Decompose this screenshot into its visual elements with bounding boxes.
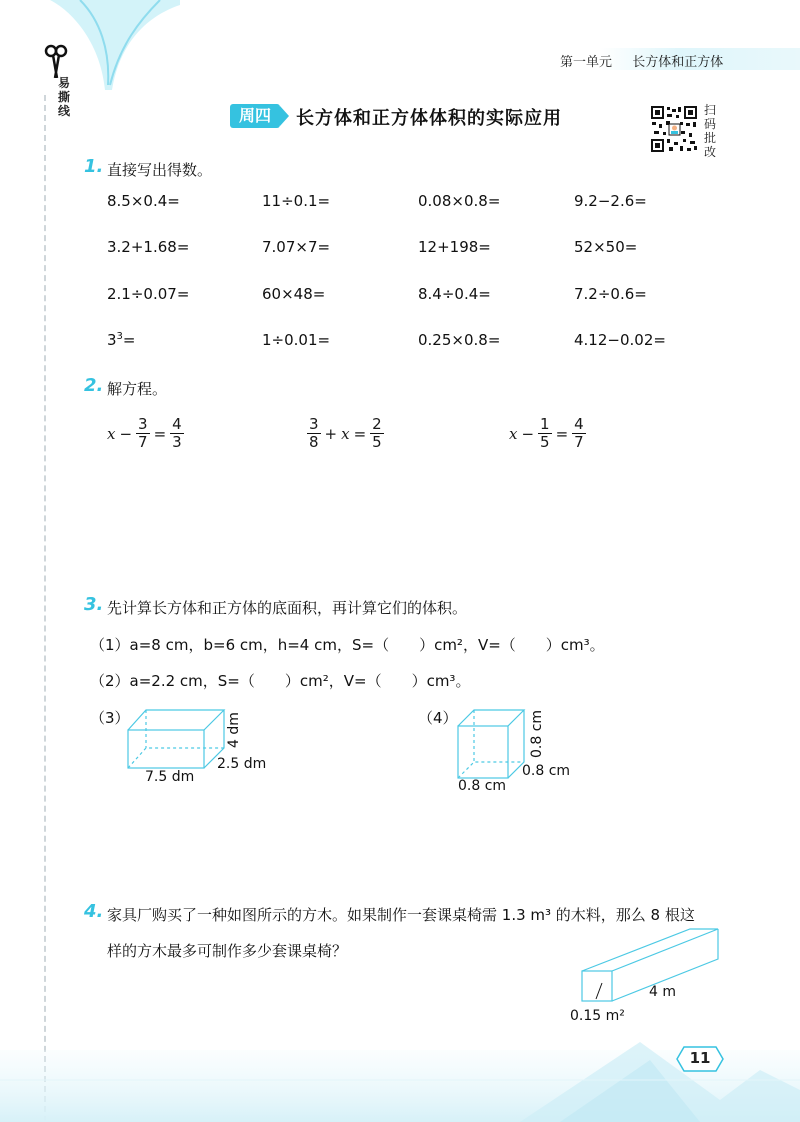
cube-height-label: 0.8 cm (529, 709, 545, 758)
question-2-prompt: 解方程。 (107, 380, 168, 398)
equation-3 (509, 416, 586, 451)
question-1-prompt: 直接写出得数。 (107, 161, 213, 179)
calc-item: 60×48= (262, 285, 326, 303)
numerator: 4 (574, 415, 584, 433)
tear-line-char: 易 (58, 76, 71, 90)
denominator: 3 (172, 433, 182, 451)
equation-operator: + (324, 424, 338, 443)
calc-item: 8.5×0.4= (107, 192, 180, 210)
denominator: 7 (574, 433, 584, 451)
calc-item: 0.25×0.8= (418, 331, 501, 349)
equation-variable: x (509, 424, 518, 443)
equation-equals: = (555, 424, 569, 443)
question-3-part-3-label: （3） (90, 709, 130, 727)
lesson-title: 长方体和正方体体积的实际应用 (296, 108, 562, 129)
calc-item: 3.2+1.68= (107, 238, 190, 256)
question-2-number: 2. (84, 375, 104, 396)
calc-item: 52×50= (574, 238, 638, 256)
cuboid-height-label: 4 dm (226, 712, 242, 748)
equation-variable: x (107, 424, 116, 443)
question-1-number: 1. (84, 156, 104, 177)
question-3-part-1: （1）a=8 cm，b=6 cm，h=4 cm，S=（ ）cm²，V=（ ）cm³。 (90, 636, 605, 654)
question-4-number: 4. (84, 901, 104, 922)
denominator: 7 (138, 433, 148, 451)
cube-diagram (456, 708, 526, 780)
question-3-prompt: 先计算长方体和正方体的底面积，再计算它们的体积。 (107, 599, 468, 617)
scan-label-char: 改 (704, 145, 717, 159)
unit-title: 长方体和正方体 (632, 55, 724, 70)
calc-item: 9.2−2.6= (574, 192, 647, 210)
scan-to-grade-label (704, 103, 718, 159)
question-4-line-2: 样的方木最多可制作多少套课桌椅？ (107, 942, 348, 960)
equation-operator: − (119, 424, 133, 443)
calc-item: 7.2÷0.6= (574, 285, 647, 303)
fraction (370, 416, 384, 451)
fraction (572, 416, 586, 451)
page-number: 11 (689, 1049, 711, 1067)
question-3-part-2: （2）a=2.2 cm，S=（ ）cm²，V=（ ）cm³。 (90, 672, 471, 690)
question-3-number: 3. (84, 594, 104, 615)
beam-length-label: 4 m (649, 984, 676, 1000)
fraction (136, 416, 150, 451)
scan-label-char: 码 (704, 117, 717, 131)
calc-item: 7.07×7= (262, 238, 331, 256)
fraction (170, 416, 184, 451)
calc-item: 8.4÷0.4= (418, 285, 491, 303)
power-equals: = (122, 331, 136, 349)
numerator: 1 (540, 415, 550, 433)
calc-item: 2.1÷0.07= (107, 285, 190, 303)
scan-label-char: 扫 (704, 103, 717, 117)
numerator: 2 (372, 415, 382, 433)
equation-2 (307, 416, 384, 451)
calc-item-power (107, 331, 136, 349)
question-4-line-1: 家具厂购买了一种如图所示的方木。如果制作一套课桌椅需 1.3 m³ 的木料，那么 8 根这 (107, 906, 695, 924)
unit-heading (560, 51, 723, 70)
power-exponent: 3 (116, 331, 123, 342)
numerator: 4 (172, 415, 182, 433)
tear-line-char: 撕 (58, 90, 71, 104)
cuboid-diagram (126, 708, 226, 770)
qr-code-icon[interactable] (650, 105, 698, 153)
scan-label-char: 批 (704, 131, 717, 145)
scissors-icon (44, 44, 68, 78)
unit-label: 第一单元 (560, 55, 613, 70)
cuboid-width-label: 2.5 dm (217, 756, 267, 772)
denominator: 8 (309, 433, 319, 451)
cube-length-label: 0.8 cm (458, 778, 507, 794)
cube-width-label: 0.8 cm (522, 763, 571, 779)
fraction (307, 416, 321, 451)
fraction (538, 416, 552, 451)
calc-item: 1÷0.01= (262, 331, 331, 349)
equation-operator: − (521, 424, 535, 443)
beam-area-label: 0.15 m² (570, 1008, 625, 1024)
cuboid-length-label: 7.5 dm (145, 769, 195, 785)
day-tag-arrow (280, 106, 289, 126)
calc-item: 11÷0.1= (262, 192, 331, 210)
denominator: 5 (540, 433, 550, 451)
question-3-part-4-label: （4） (418, 709, 458, 727)
denominator: 5 (372, 433, 382, 451)
calc-item: 4.12−0.02= (574, 331, 666, 349)
calc-item: 12+198= (418, 238, 491, 256)
equation-equals: = (353, 424, 367, 443)
tear-line (44, 95, 46, 1122)
equation-equals: = (153, 424, 167, 443)
tear-line-char: 线 (58, 104, 71, 118)
power-base: 3 (107, 331, 117, 349)
equation-variable: x (341, 424, 350, 443)
numerator: 3 (138, 415, 148, 433)
equation-1 (107, 416, 184, 451)
tear-line-label (58, 76, 70, 118)
calc-item: 0.08×0.8= (418, 192, 501, 210)
day-tag: 周四 (230, 104, 280, 128)
numerator: 3 (309, 415, 319, 433)
